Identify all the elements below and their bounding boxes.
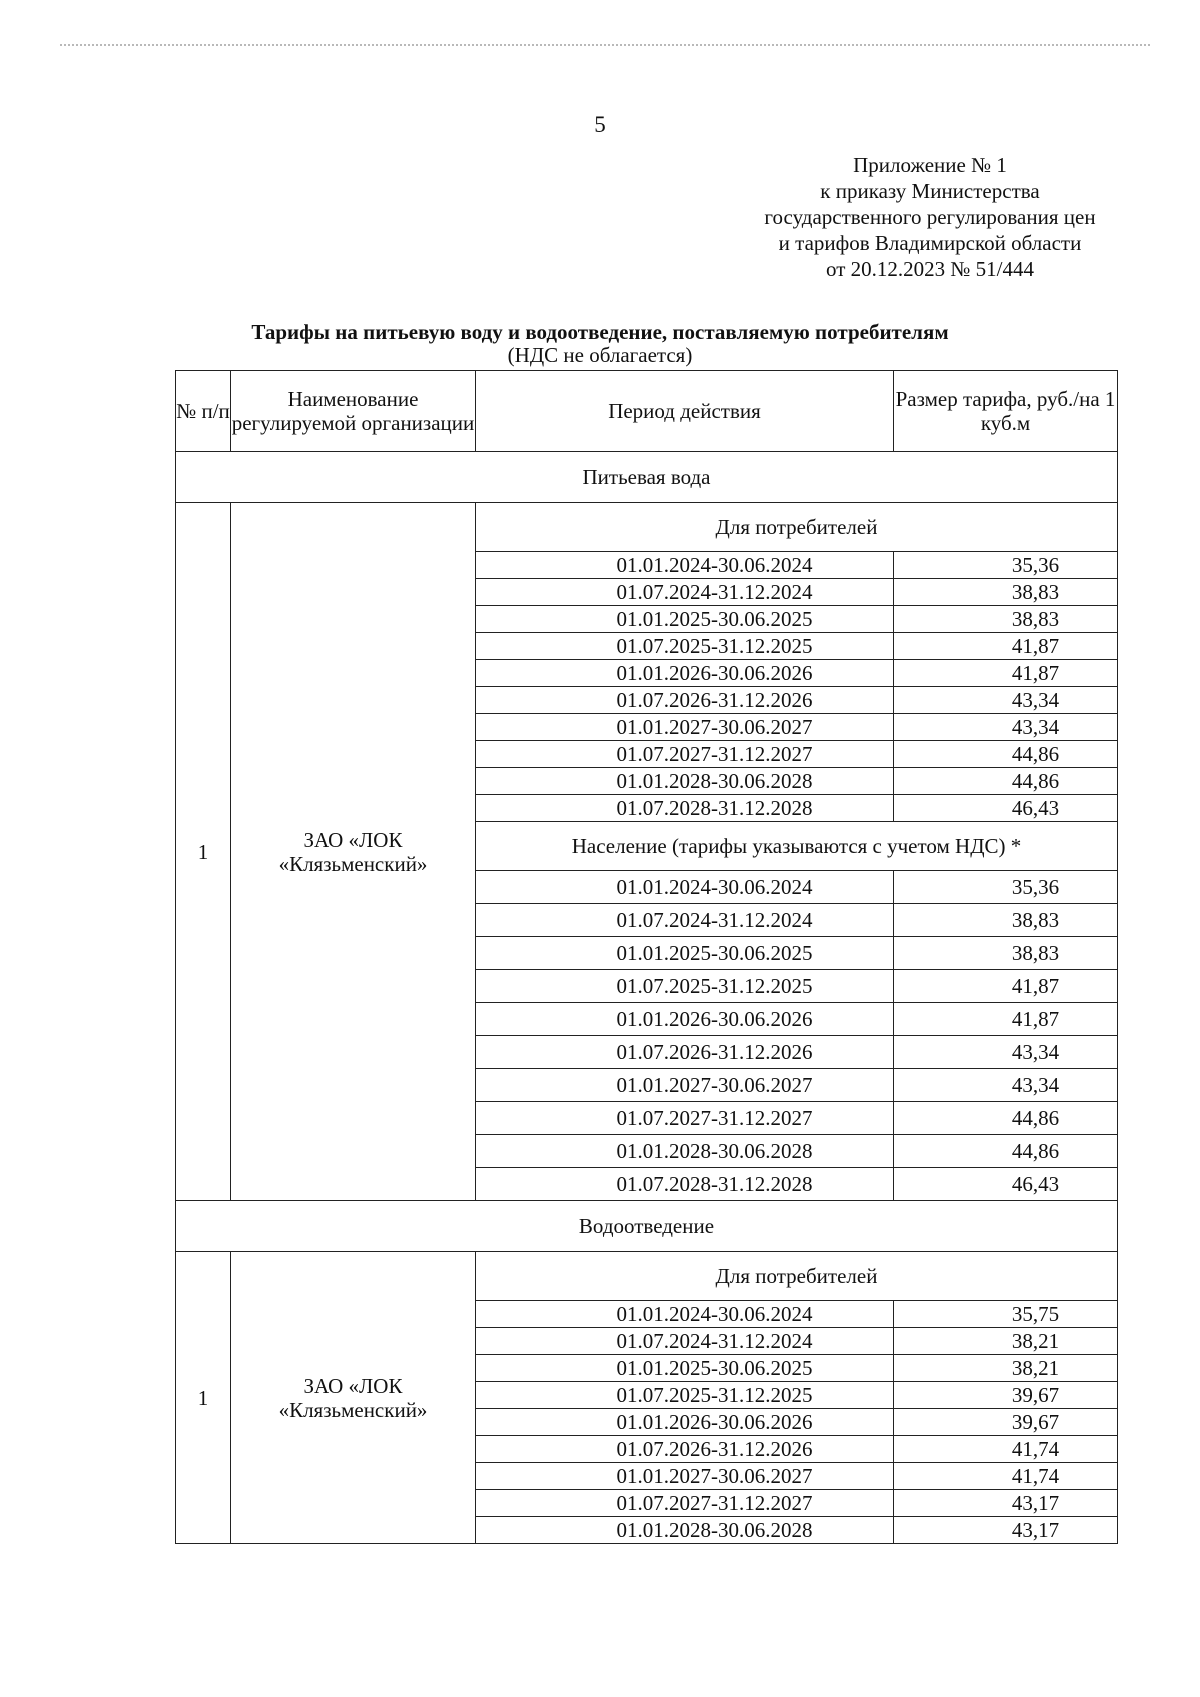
table-header-row xyxy=(176,371,1118,452)
period-cell: 01.07.2027-31.12.2027 xyxy=(476,1490,894,1517)
rate-cell: 44,86 xyxy=(894,768,1118,795)
period-cell: 01.01.2024-30.06.2024 xyxy=(476,552,894,579)
section-row xyxy=(176,1201,1118,1252)
organization-name: ЗАО «ЛОК «Клязьменский» xyxy=(231,503,476,1201)
subsection-title: Население (тарифы указываются с учетом НДС) * xyxy=(476,822,1118,871)
period-cell: 01.07.2024-31.12.2024 xyxy=(476,904,894,937)
period-cell: 01.01.2028-30.06.2028 xyxy=(476,1135,894,1168)
header-period: Период действия xyxy=(476,371,894,452)
rate-cell: 43,17 xyxy=(894,1517,1118,1544)
period-cell: 01.01.2026-30.06.2026 xyxy=(476,1409,894,1436)
document-subtitle: (НДС не облагается) xyxy=(507,343,693,367)
subsection-title: Для потребителей xyxy=(476,1252,1118,1301)
appendix-block xyxy=(740,152,1120,282)
rate-cell: 41,87 xyxy=(894,1003,1118,1036)
section-title: Водоотведение xyxy=(176,1201,1118,1252)
tariff-table-body xyxy=(176,371,1118,1544)
period-cell: 01.01.2024-30.06.2024 xyxy=(476,1301,894,1328)
rate-cell: 38,83 xyxy=(894,937,1118,970)
period-cell: 01.07.2024-31.12.2024 xyxy=(476,1328,894,1355)
period-cell: 01.07.2026-31.12.2026 xyxy=(476,1036,894,1069)
rate-cell: 41,87 xyxy=(894,660,1118,687)
period-cell: 01.07.2027-31.12.2027 xyxy=(476,1102,894,1135)
period-cell: 01.07.2026-31.12.2026 xyxy=(476,687,894,714)
period-cell: 01.07.2025-31.12.2025 xyxy=(476,633,894,660)
period-cell: 01.07.2028-31.12.2028 xyxy=(476,1168,894,1201)
section-row xyxy=(176,452,1118,503)
rate-cell: 38,83 xyxy=(894,606,1118,633)
rate-cell: 41,74 xyxy=(894,1463,1118,1490)
rate-cell: 44,86 xyxy=(894,1135,1118,1168)
appendix-line: государственного регулирования цен xyxy=(764,205,1096,229)
header-num: № п/п xyxy=(176,371,231,452)
document-title: Тарифы на питьевую воду и водоотведение, поставляемую потребителям xyxy=(251,320,949,344)
tariff-table xyxy=(175,370,1118,1544)
period-cell: 01.01.2027-30.06.2027 xyxy=(476,1069,894,1102)
section-title: Питьевая вода xyxy=(176,452,1118,503)
rate-cell: 38,21 xyxy=(894,1355,1118,1382)
period-cell: 01.01.2025-30.06.2025 xyxy=(476,1355,894,1382)
rate-cell: 41,87 xyxy=(894,633,1118,660)
period-cell: 01.07.2027-31.12.2027 xyxy=(476,741,894,768)
subsection-title: Для потребителей xyxy=(476,503,1118,552)
rate-cell: 39,67 xyxy=(894,1409,1118,1436)
subsection-row xyxy=(176,1252,1118,1301)
period-cell: 01.01.2024-30.06.2024 xyxy=(476,871,894,904)
appendix-line: Приложение № 1 xyxy=(853,153,1007,177)
rate-cell: 43,34 xyxy=(894,687,1118,714)
rate-cell: 35,75 xyxy=(894,1301,1118,1328)
period-cell: 01.07.2028-31.12.2028 xyxy=(476,795,894,822)
period-cell: 01.01.2025-30.06.2025 xyxy=(476,606,894,633)
row-number: 1 xyxy=(176,503,231,1201)
period-cell: 01.01.2026-30.06.2026 xyxy=(476,660,894,687)
rate-cell: 41,74 xyxy=(894,1436,1118,1463)
period-cell: 01.01.2027-30.06.2027 xyxy=(476,1463,894,1490)
row-number: 1 xyxy=(176,1252,231,1544)
rate-cell: 43,34 xyxy=(894,1036,1118,1069)
period-cell: 01.07.2024-31.12.2024 xyxy=(476,579,894,606)
period-cell: 01.01.2025-30.06.2025 xyxy=(476,937,894,970)
rate-cell: 43,17 xyxy=(894,1490,1118,1517)
rate-cell: 41,87 xyxy=(894,970,1118,1003)
rate-cell: 38,83 xyxy=(894,579,1118,606)
rate-cell: 44,86 xyxy=(894,741,1118,768)
period-cell: 01.01.2028-30.06.2028 xyxy=(476,768,894,795)
rate-cell: 46,43 xyxy=(894,1168,1118,1201)
period-cell: 01.01.2027-30.06.2027 xyxy=(476,714,894,741)
header-rate: Размер тарифа, руб./на 1 куб.м xyxy=(894,371,1118,452)
rate-cell: 38,21 xyxy=(894,1328,1118,1355)
rate-cell: 46,43 xyxy=(894,795,1118,822)
page-number: 5 xyxy=(594,112,606,137)
period-cell: 01.01.2028-30.06.2028 xyxy=(476,1517,894,1544)
appendix-line: к приказу Министерства xyxy=(820,179,1040,203)
period-cell: 01.01.2026-30.06.2026 xyxy=(476,1003,894,1036)
period-cell: 01.07.2026-31.12.2026 xyxy=(476,1436,894,1463)
header-org: Наименование регулируемой организации xyxy=(231,371,476,452)
rate-cell: 38,83 xyxy=(894,904,1118,937)
rate-cell: 35,36 xyxy=(894,552,1118,579)
appendix-line: от 20.12.2023 № 51/444 xyxy=(825,257,1035,281)
period-cell: 01.07.2025-31.12.2025 xyxy=(476,970,894,1003)
rate-cell: 43,34 xyxy=(894,714,1118,741)
subsection-row xyxy=(176,503,1118,552)
scan-artifact-line xyxy=(60,44,1150,46)
appendix-line: и тарифов Владимирской области xyxy=(778,231,1082,255)
rate-cell: 43,34 xyxy=(894,1069,1118,1102)
organization-name: ЗАО «ЛОК «Клязьменский» xyxy=(231,1252,476,1544)
rate-cell: 44,86 xyxy=(894,1102,1118,1135)
period-cell: 01.07.2025-31.12.2025 xyxy=(476,1382,894,1409)
rate-cell: 35,36 xyxy=(894,871,1118,904)
rate-cell: 39,67 xyxy=(894,1382,1118,1409)
